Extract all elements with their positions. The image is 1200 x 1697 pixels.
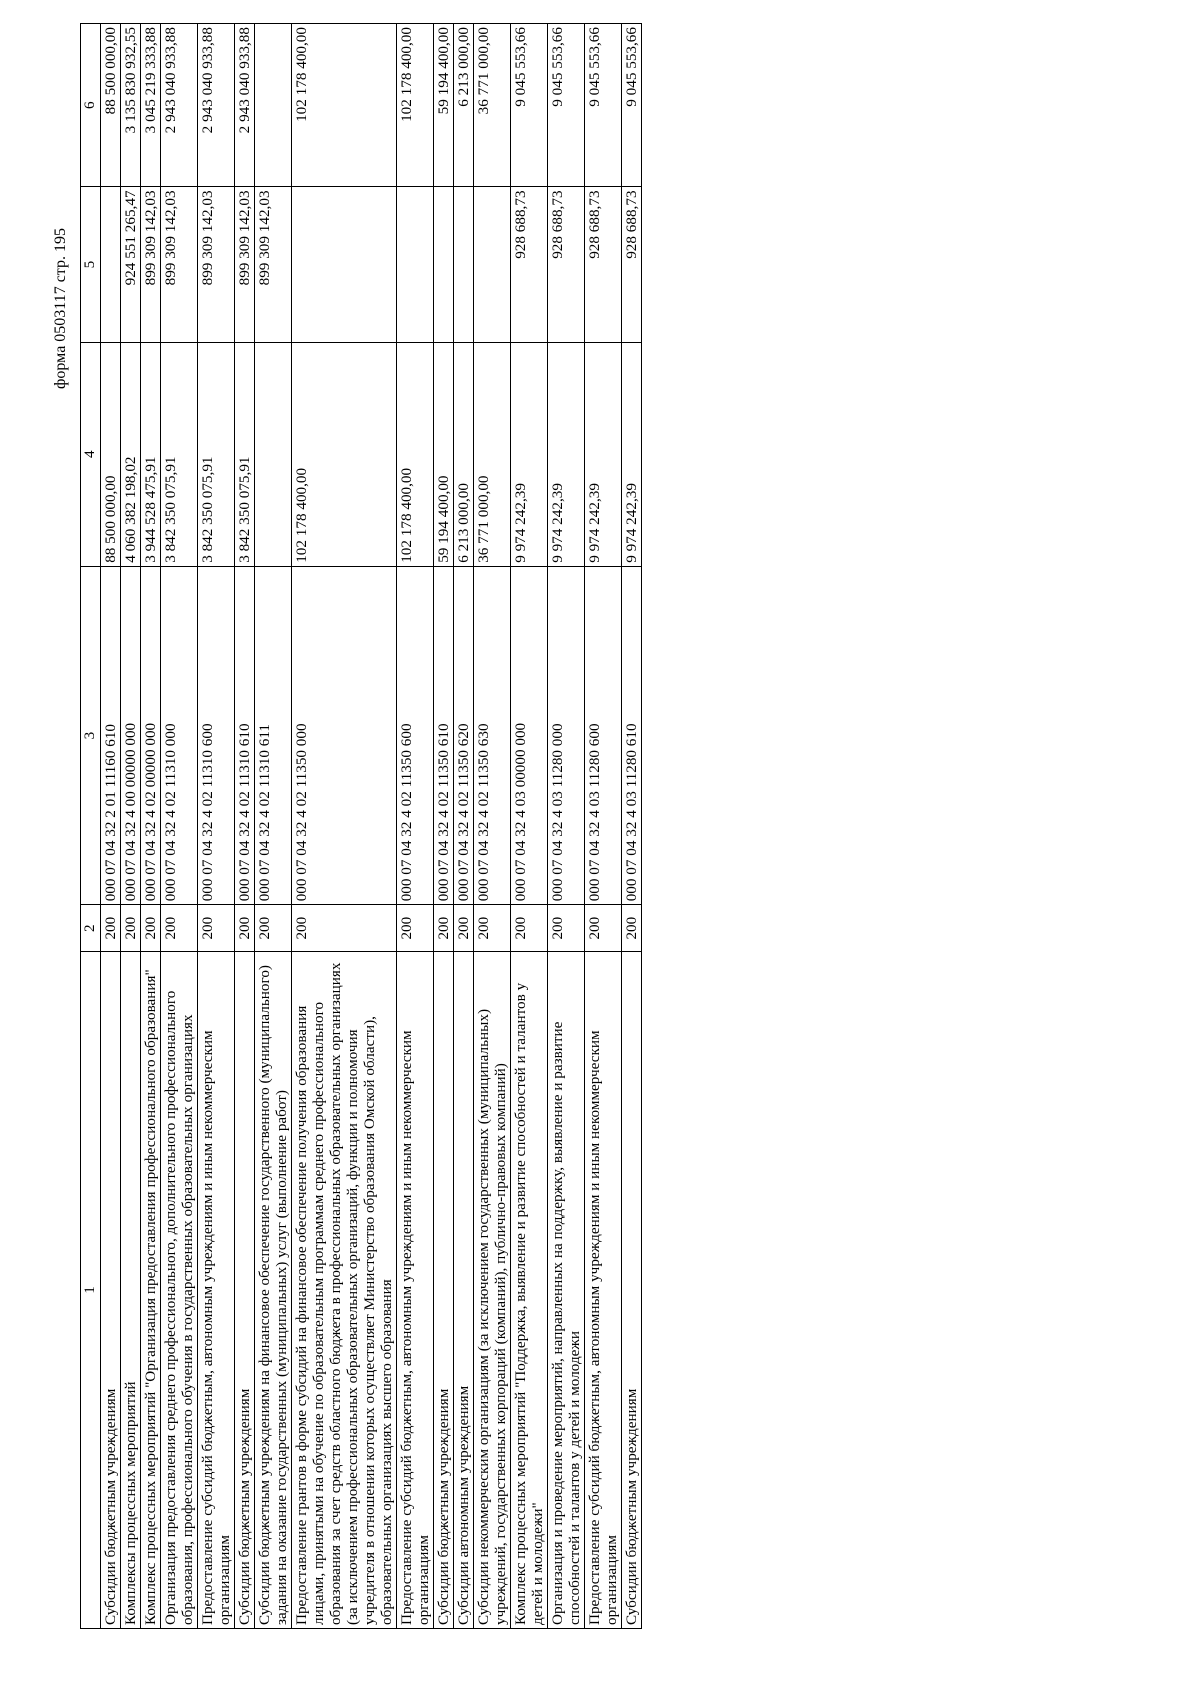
row-executed-amount-cell: 899 309 142,03 (161, 187, 198, 342)
row-approved-amount-cell: 88 500 000,00 (101, 342, 121, 566)
row-remaining-amount-cell: 3 135 830 932,55 (121, 24, 141, 187)
row-approved-amount-cell: 3 842 350 075,91 (235, 342, 255, 566)
table-row (121, 24, 141, 1629)
form-label: форма 0503117 стр. 195 (52, 228, 69, 389)
table-row (198, 24, 235, 1629)
row-line-code-cell: 200 (397, 905, 434, 952)
table-row (548, 24, 585, 1629)
row-approved-amount-cell: 9 974 242,39 (585, 342, 622, 566)
row-line-code-cell: 200 (101, 905, 121, 952)
row-line-code-cell: 200 (198, 905, 235, 952)
row-line-code-cell: 200 (474, 905, 511, 952)
column-header-1: 1 (81, 951, 101, 1628)
row-line-code-cell: 200 (511, 905, 548, 952)
row-remaining-amount-cell: 59 194 400,00 (434, 24, 454, 187)
table-row (474, 24, 511, 1629)
row-name-cell: Организация предоставления среднего профессионального, дополнительного профессионального образования, профессионального обучения в государственных образовательных организациях (161, 951, 198, 1628)
row-name-cell: Комплекс процессных мероприятий "Поддержка, выявление и развитие способностей и талантов у детей и молодежи" (511, 951, 548, 1628)
row-name-cell: Субсидии бюджетным учреждениям (434, 951, 454, 1628)
row-line-code-cell: 200 (292, 905, 397, 952)
row-name-cell: Субсидии бюджетным учреждениям на финансовое обеспечение государственного (муниципального) задания на оказание государственных (муниципальных) услуг (выполнение работ) (255, 951, 292, 1628)
row-remaining-amount-cell: 2 943 040 933,88 (235, 24, 255, 187)
row-remaining-amount-cell: 9 045 553,66 (548, 24, 585, 187)
row-name-cell: Субсидии некоммерческим организациям (за исключением государственных (муниципальных) учреждений, государственных корпораций (компаний), публично-правовых компаний) (474, 951, 511, 1628)
row-approved-amount-cell: 9 974 242,39 (511, 342, 548, 566)
row-approved-amount-cell: 3 842 350 075,91 (161, 342, 198, 566)
row-executed-amount-cell (454, 187, 474, 342)
table-row (235, 24, 255, 1629)
row-classification-code-cell: 000 07 04 32 4 03 00000 000 (511, 566, 548, 905)
row-executed-amount-cell (397, 187, 434, 342)
row-name-cell: Субсидии бюджетным учреждениям (235, 951, 255, 1628)
row-line-code-cell: 200 (255, 905, 292, 952)
row-name-cell: Комплекс процессных мероприятий "Организация предоставления профессионального образования" (141, 951, 161, 1628)
row-line-code-cell: 200 (454, 905, 474, 952)
header-row (81, 24, 101, 1629)
row-name-cell: Субсидии бюджетным учреждениям (101, 951, 121, 1628)
table-row (622, 24, 642, 1629)
row-line-code-cell: 200 (235, 905, 255, 952)
row-classification-code-cell: 000 07 04 32 4 03 11280 600 (585, 566, 622, 905)
row-line-code-cell: 200 (548, 905, 585, 952)
row-name-cell: Комплексы процессных мероприятий (121, 951, 141, 1628)
row-executed-amount-cell: 928 688,73 (511, 187, 548, 342)
row-executed-amount-cell: 899 309 142,03 (235, 187, 255, 342)
row-remaining-amount-cell: 2 943 040 933,88 (198, 24, 235, 187)
table-row (434, 24, 454, 1629)
row-executed-amount-cell: 924 551 265,47 (121, 187, 141, 342)
row-remaining-amount-cell: 102 178 400,00 (397, 24, 434, 187)
row-executed-amount-cell (292, 187, 397, 342)
column-header-6: 6 (81, 24, 101, 187)
row-remaining-amount-cell: 9 045 553,66 (585, 24, 622, 187)
row-executed-amount-cell (434, 187, 454, 342)
row-approved-amount-cell: 102 178 400,00 (292, 342, 397, 566)
row-remaining-amount-cell (255, 24, 292, 187)
row-remaining-amount-cell: 3 045 219 333,88 (141, 24, 161, 187)
row-approved-amount-cell: 3 944 528 475,91 (141, 342, 161, 566)
table-row (292, 24, 397, 1629)
table-row (397, 24, 434, 1629)
row-remaining-amount-cell: 36 771 000,00 (474, 24, 511, 187)
row-remaining-amount-cell: 9 045 553,66 (622, 24, 642, 187)
row-approved-amount-cell: 3 842 350 075,91 (198, 342, 235, 566)
row-approved-amount-cell: 36 771 000,00 (474, 342, 511, 566)
table-row (511, 24, 548, 1629)
row-name-cell: Субсидии автономным учреждениям (454, 951, 474, 1628)
row-classification-code-cell: 000 07 04 32 4 02 11310 610 (235, 566, 255, 905)
row-approved-amount-cell: 59 194 400,00 (434, 342, 454, 566)
column-header-3: 3 (81, 566, 101, 905)
table-row (161, 24, 198, 1629)
row-executed-amount-cell: 899 309 142,03 (255, 187, 292, 342)
table-body (101, 24, 642, 1629)
row-line-code-cell: 200 (585, 905, 622, 952)
row-name-cell: Предоставление субсидий бюджетным, автономным учреждениям и иным некоммерческим организациям (585, 951, 622, 1628)
row-classification-code-cell: 000 07 04 32 4 02 11350 000 (292, 566, 397, 905)
table-row (454, 24, 474, 1629)
column-header-5: 5 (81, 187, 101, 342)
row-classification-code-cell: 000 07 04 32 4 03 11280 610 (622, 566, 642, 905)
row-approved-amount-cell: 4 060 382 198,02 (121, 342, 141, 566)
row-classification-code-cell: 000 07 04 32 4 02 11350 620 (454, 566, 474, 905)
row-executed-amount-cell: 928 688,73 (585, 187, 622, 342)
row-approved-amount-cell: 102 178 400,00 (397, 342, 434, 566)
row-classification-code-cell: 000 07 04 32 4 02 11310 600 (198, 566, 235, 905)
row-remaining-amount-cell: 88 500 000,00 (101, 24, 121, 187)
budget-table (80, 23, 642, 1629)
row-classification-code-cell: 000 07 04 32 4 02 11310 611 (255, 566, 292, 905)
row-classification-code-cell: 000 07 04 32 4 02 00000 000 (141, 566, 161, 905)
table-row (585, 24, 622, 1629)
row-remaining-amount-cell: 102 178 400,00 (292, 24, 397, 187)
row-name-cell: Субсидии бюджетным учреждениям (622, 951, 642, 1628)
row-remaining-amount-cell: 2 943 040 933,88 (161, 24, 198, 187)
table-row (101, 24, 121, 1629)
row-classification-code-cell: 000 07 04 32 2 01 11160 610 (101, 566, 121, 905)
row-classification-code-cell: 000 07 04 32 4 00 00000 000 (121, 566, 141, 905)
column-header-2: 2 (81, 905, 101, 952)
row-classification-code-cell: 000 07 04 32 4 03 11280 000 (548, 566, 585, 905)
row-line-code-cell: 200 (141, 905, 161, 952)
row-line-code-cell: 200 (434, 905, 454, 952)
column-header-4: 4 (81, 342, 101, 566)
table-row (255, 24, 292, 1629)
row-executed-amount-cell (101, 187, 121, 342)
table-row (141, 24, 161, 1629)
row-name-cell: Предоставление субсидий бюджетным, автономным учреждениям и иным некоммерческим организациям (397, 951, 434, 1628)
row-classification-code-cell: 000 07 04 32 4 02 11350 610 (434, 566, 454, 905)
row-classification-code-cell: 000 07 04 32 4 02 11350 600 (397, 566, 434, 905)
row-name-cell: Организация и проведение мероприятий, направленных на поддержку, выявление и развитие способностей и талантов у детей и молодежи (548, 951, 585, 1628)
row-remaining-amount-cell: 6 213 000,00 (454, 24, 474, 187)
row-line-code-cell: 200 (161, 905, 198, 952)
row-name-cell: Предоставление грантов в форме субсидий на финансовое обеспечение получения образования лицами, принятыми на обучение по образовательным программам среднего профессионального образования за счет средств областного бюджета в профессиональных образовательных организациях (за исключением профессиональных образовательных организаций, функции и полномочия учредителя в отношении которых осуществляет Министерство образования Омской области), образовательных организациях высшего образования (292, 951, 397, 1628)
row-executed-amount-cell: 899 309 142,03 (198, 187, 235, 342)
row-approved-amount-cell (255, 342, 292, 566)
row-classification-code-cell: 000 07 04 32 4 02 11310 000 (161, 566, 198, 905)
row-approved-amount-cell: 6 213 000,00 (454, 342, 474, 566)
row-line-code-cell: 200 (121, 905, 141, 952)
row-executed-amount-cell: 928 688,73 (622, 187, 642, 342)
row-executed-amount-cell: 928 688,73 (548, 187, 585, 342)
row-name-cell: Предоставление субсидий бюджетным, автономным учреждениям и иным некоммерческим организациям (198, 951, 235, 1628)
row-approved-amount-cell: 9 974 242,39 (622, 342, 642, 566)
row-executed-amount-cell: 899 309 142,03 (141, 187, 161, 342)
row-line-code-cell: 200 (622, 905, 642, 952)
row-approved-amount-cell: 9 974 242,39 (548, 342, 585, 566)
row-classification-code-cell: 000 07 04 32 4 02 11350 630 (474, 566, 511, 905)
row-executed-amount-cell (474, 187, 511, 342)
row-remaining-amount-cell: 9 045 553,66 (511, 24, 548, 187)
